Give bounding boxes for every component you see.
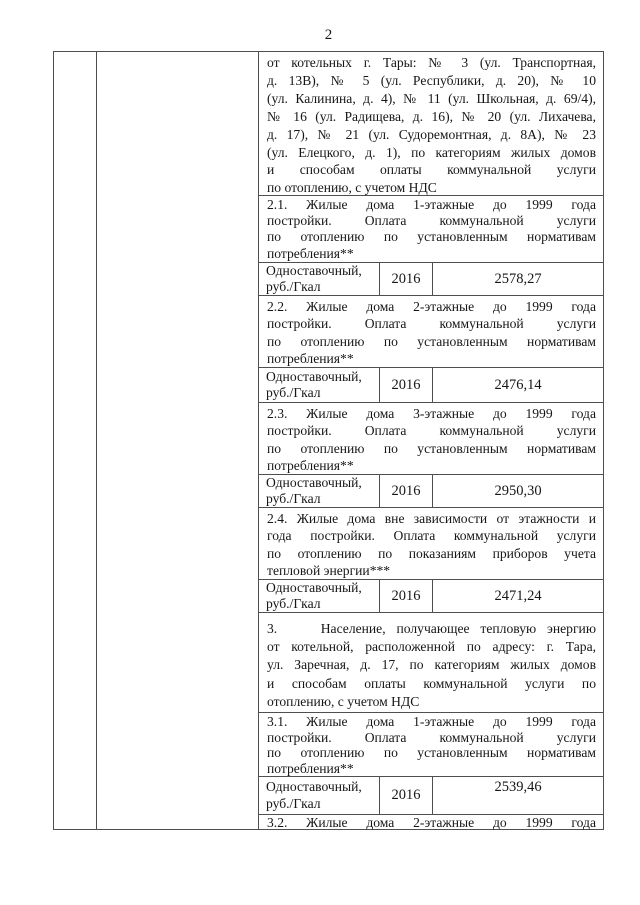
tariff-value: 2476,14 <box>494 376 542 393</box>
tariff-year: 2016 <box>380 475 433 507</box>
tariff-year: 2016 <box>380 777 433 814</box>
text-line: 2.1. Жилые дома 1-этажные до 1999 года <box>267 197 596 212</box>
table-row-item-3-2 <box>259 815 603 831</box>
table-row-tariff-2-4 <box>259 580 603 613</box>
tariff-label-line: руб./Гкал <box>266 796 321 811</box>
table-row-item-2-1 <box>259 196 603 263</box>
text-line: по отоплению по установленным нормативам <box>267 440 596 456</box>
text-line: постройки. Оплата коммунальной услуги <box>267 213 596 229</box>
table-row-section-2-addresses <box>259 52 603 196</box>
text-line: (ул. Калинина, д. 4), № 11 (ул. Школьная, д. 69/4), <box>267 90 596 106</box>
text-line: потребления** <box>267 245 354 261</box>
text-line: по отоплению по установленным нормативам <box>267 745 596 761</box>
text-line: по отоплению по установленным нормативам <box>267 229 596 245</box>
text-line: тепловой энергии*** <box>267 562 391 578</box>
text-line: 2.3. Жилые дома 3-этажные до 1999 года <box>267 406 596 421</box>
table-row-tariff-2-3 <box>259 475 603 508</box>
text-line: (ул. Елецкого, д. 1), по категориям жилых домов <box>267 144 596 160</box>
text-line: 3. Население, получающее тепловую энергию <box>267 621 596 636</box>
tariff-value: 2539,46 <box>494 779 542 795</box>
tariff-year: 2016 <box>380 580 433 612</box>
text-line: и способам оплаты коммунальной услуги <box>267 162 596 178</box>
text-line: потребления** <box>267 760 354 776</box>
tariff-label <box>259 475 380 507</box>
text-line: и способам оплаты коммунальной услуги по <box>267 675 596 691</box>
text-line: по отоплению по установленным нормативам <box>267 333 596 349</box>
table-row-tariff-2-1 <box>259 263 603 296</box>
text-line: от котельной, расположенной по адресу: г. Тара, <box>267 639 596 655</box>
tariff-year: 2016 <box>380 368 433 402</box>
text-line: от котельных г. Тары: № 3 (ул. Транспортная, <box>267 55 596 70</box>
table-row-item-3-1 <box>259 713 603 777</box>
text-line: № 16 (ул. Радищева, д. 16), № 20 (ул. Лихачева, <box>267 108 596 124</box>
table-row-tariff-2-2 <box>259 368 603 403</box>
text-line: по отоплению по показаниям приборов учета <box>267 545 596 561</box>
text-line: д. 13В), № 5 (ул. Республики, д. 20), № 10 <box>267 72 596 88</box>
tariff-label <box>259 368 380 402</box>
table-row-tariff-3-1 <box>259 777 603 815</box>
tariff-label-line: Одноставочный, <box>266 475 362 490</box>
tariff-value: 2950,30 <box>494 482 542 499</box>
text-line: 2.2. Жилые дома 2-этажные до 1999 года <box>267 299 596 314</box>
tariff-label <box>259 777 380 814</box>
tariff-label-line: Одноставочный, <box>266 779 362 794</box>
tariff-label-line: Одноставочный, <box>266 263 362 278</box>
text-line: потребления** <box>267 457 354 473</box>
table-row-item-2-2 <box>259 296 603 368</box>
tariff-label-line: Одноставочный, <box>266 580 362 595</box>
text-line: д. 17), № 21 (ул. Судоремонтная, д. 8А), № 23 <box>267 126 596 142</box>
text-line: постройки. Оплата коммунальной услуги <box>267 316 596 332</box>
page-number: 2 <box>324 27 333 43</box>
tariff-year: 2016 <box>380 263 433 295</box>
tariff-label-line: Одноставочный, <box>266 369 362 384</box>
text-line: 3.1. Жилые дома 1-этажные до 1999 года <box>267 714 596 729</box>
table-row-section-3 <box>259 613 603 713</box>
text-line: ул. Заречная, д. 17, по категориям жилых домов <box>267 657 596 673</box>
tariff-label-line: руб./Гкал <box>266 385 321 400</box>
text-line: по отоплению, с учетом НДС <box>267 180 437 196</box>
text-line: постройки. Оплата коммунальной услуги <box>267 423 596 439</box>
tariff-label-line: руб./Гкал <box>266 278 321 294</box>
text-line: отоплению, с учетом НДС <box>267 693 420 709</box>
tariff-value: 2578,27 <box>494 270 542 287</box>
content-column <box>259 52 603 829</box>
tariff-label-line: руб./Гкал <box>266 490 321 506</box>
text-line: 2.4. Жилые дома вне зависимости от этажности и <box>267 511 596 526</box>
text-line: 3.2. Жилые дома 2-этажные до 1999 года <box>267 815 596 830</box>
text-line: постройки. Оплата коммунальной услуги <box>267 729 596 745</box>
tariff-label <box>259 580 380 612</box>
text-line: года постройки. Оплата коммунальной услуги <box>267 528 596 544</box>
empty-column-2 <box>97 52 259 829</box>
text-line: потребления** <box>267 350 354 366</box>
table-row-item-2-3 <box>259 403 603 475</box>
tariff-label-line: руб./Гкал <box>266 595 321 611</box>
table-row-item-2-4 <box>259 508 603 580</box>
tariff-label <box>259 263 380 295</box>
tariff-table <box>53 51 604 830</box>
empty-column-1 <box>54 52 97 829</box>
tariff-value: 2471,24 <box>494 587 542 604</box>
